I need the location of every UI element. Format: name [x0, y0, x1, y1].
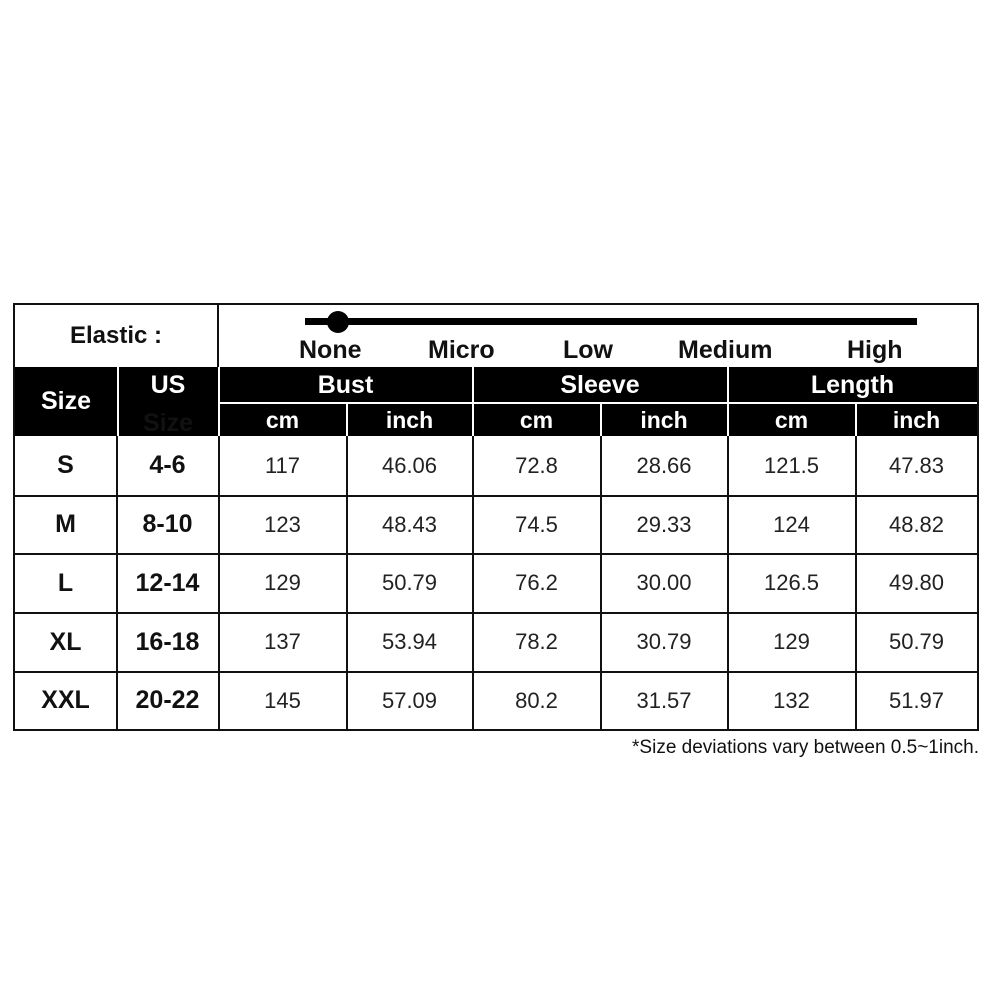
us-size-cell: 8-10: [142, 510, 193, 538]
us-size-cell: 20-22: [135, 686, 200, 714]
elastic-indicator-dot: [327, 311, 349, 333]
length-cm-cell: 121.5: [763, 452, 820, 478]
header-us-size-line1: US: [150, 370, 186, 399]
size-cell: XL: [49, 627, 82, 656]
elastic-level-high: High: [847, 336, 903, 364]
sleeve-cm-cell: 76.2: [515, 570, 558, 595]
header-size: Size: [40, 387, 92, 415]
length-inch-cell: 47.83: [888, 452, 945, 478]
size-cell: XXL: [41, 686, 90, 714]
bust-inch-cell: 53.94: [381, 629, 438, 654]
unit-length-inch: inch: [892, 406, 941, 433]
bust-cm-cell: 123: [264, 511, 301, 537]
bust-inch-cell: 57.09: [381, 687, 438, 713]
size-cell: M: [55, 510, 76, 538]
size-deviation-note: *Size deviations vary between 0.5~1inch.: [632, 737, 979, 758]
length-cm-cell: 126.5: [763, 570, 820, 595]
header-sleeve: Sleeve: [560, 370, 640, 399]
sleeve-inch-cell: 30.00: [636, 570, 692, 595]
size-cell: L: [57, 568, 74, 597]
us-size-cell: 12-14: [135, 568, 200, 597]
bust-cm-cell: 137: [264, 629, 301, 654]
elastic-level-low: Low: [563, 336, 613, 364]
bust-cm-cell: 129: [264, 570, 301, 595]
elastic-scale-line: [305, 318, 917, 325]
sleeve-inch-cell: 29.33: [636, 511, 692, 537]
sleeve-cm-cell: 78.2: [515, 629, 558, 654]
sleeve-inch-cell: 31.57: [636, 687, 692, 713]
sleeve-cm-cell: 74.5: [515, 511, 558, 537]
bust-cm-cell: 145: [264, 687, 301, 713]
bust-inch-cell: 46.06: [381, 452, 438, 478]
sleeve-cm-cell: 80.2: [515, 687, 558, 713]
bust-inch-cell: 50.79: [381, 570, 438, 595]
size-cell: S: [57, 451, 74, 479]
sleeve-cm-cell: 72.8: [515, 452, 558, 478]
elastic-label: Elastic :: [69, 322, 163, 349]
elastic-level-medium: Medium: [678, 336, 773, 364]
bust-cm-cell: 117: [264, 452, 301, 478]
sleeve-inch-cell: 28.66: [636, 452, 692, 478]
unit-sleeve-inch: inch: [640, 406, 688, 433]
length-cm-cell: 124: [773, 511, 810, 537]
header-bust: Bust: [317, 370, 374, 399]
unit-sleeve-cm: cm: [519, 406, 554, 433]
bust-inch-cell: 48.43: [381, 511, 438, 537]
us-size-cell: 4-6: [149, 451, 186, 479]
elastic-divider: [217, 305, 219, 367]
unit-length-cm: cm: [774, 406, 809, 433]
header-us-size-line2: Size: [142, 408, 194, 437]
elastic-level-micro: Micro: [428, 336, 495, 364]
length-inch-cell: 49.80: [888, 570, 945, 595]
header-col-divider: [117, 367, 119, 436]
elastic-level-none: None: [299, 336, 362, 364]
header-length: Length: [810, 370, 895, 399]
us-size-cell: 16-18: [135, 627, 200, 656]
sleeve-inch-cell: 30.79: [636, 629, 692, 654]
length-cm-cell: 129: [773, 629, 810, 654]
length-inch-cell: 51.97: [888, 687, 945, 713]
length-inch-cell: 50.79: [888, 629, 945, 654]
unit-bust-inch: inch: [385, 406, 434, 433]
length-cm-cell: 132: [773, 687, 810, 713]
length-inch-cell: 48.82: [888, 511, 945, 537]
unit-bust-cm: cm: [265, 406, 300, 433]
